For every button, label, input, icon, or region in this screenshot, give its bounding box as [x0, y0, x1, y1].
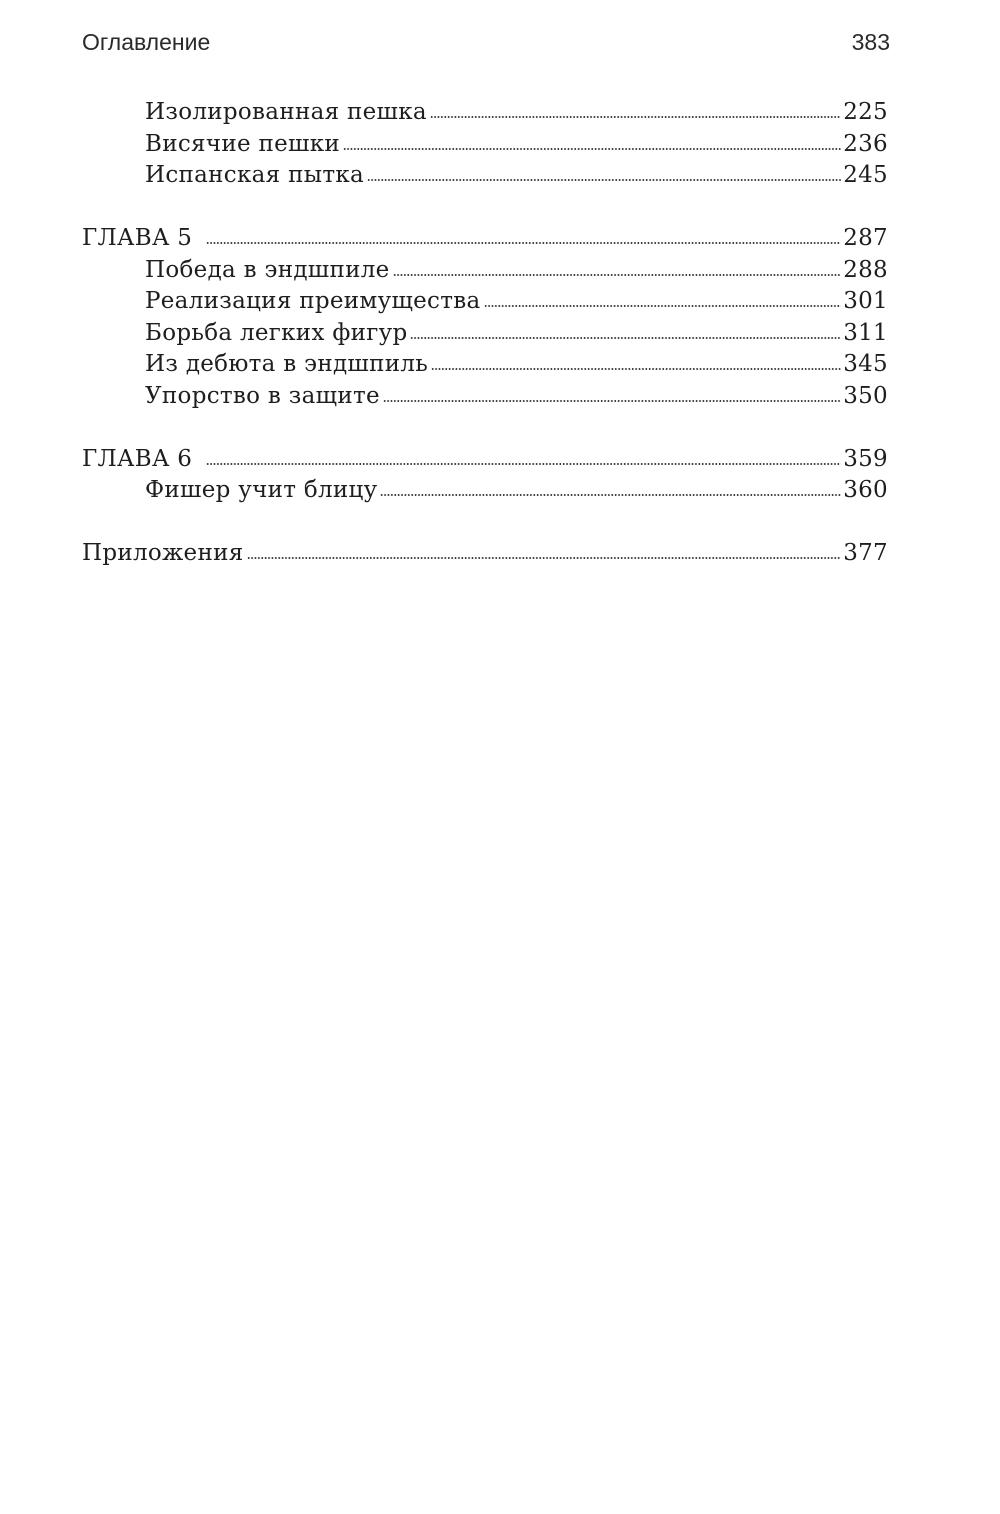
- toc-entry-page: 245: [843, 162, 888, 188]
- spacer: [82, 192, 888, 224]
- toc-entry-title: Висячие пешки: [145, 130, 341, 157]
- toc-entry-title: Изолированная пешка: [145, 99, 427, 125]
- dot-leader: [393, 274, 842, 276]
- table-of-contents: [82, 97, 888, 570]
- toc-entry-title: Реализация преимущества: [145, 288, 481, 314]
- spacer: [82, 412, 888, 444]
- toc-chapter-page: 359: [843, 445, 888, 472]
- dot-leader: [383, 400, 841, 402]
- toc-entry-page: 350: [843, 382, 888, 409]
- toc-entry-page: 236: [843, 130, 888, 157]
- toc-entry-opening-to-endgame[interactable]: [82, 349, 888, 381]
- toc-entry-page: 311: [843, 319, 888, 346]
- toc-entry-spanish-torture[interactable]: [82, 160, 888, 192]
- toc-entry-fischer-blitz[interactable]: [82, 475, 888, 507]
- toc-entry-page: 288: [843, 256, 888, 283]
- toc-entry-title: Испанская пытка: [145, 162, 365, 188]
- toc-entry-minor-pieces[interactable]: [82, 318, 888, 350]
- toc-entry-title: Фишер учит блицу: [145, 477, 378, 503]
- toc-entry-title: Из дебюта в эндшпиль: [145, 351, 429, 377]
- dot-leader: [430, 116, 841, 118]
- dot-leader: [431, 368, 841, 370]
- toc-entry-page: 225: [843, 99, 888, 125]
- page-number: 383: [851, 28, 890, 55]
- dot-leader: [410, 337, 841, 339]
- toc-chapter-5[interactable]: [82, 223, 888, 255]
- toc-entry-hanging-pawns[interactable]: [82, 129, 888, 161]
- toc-chapter-title: ГЛАВА 5: [82, 225, 193, 251]
- toc-chapter-title: ГЛАВА 6: [82, 445, 193, 472]
- spacer: [82, 507, 888, 539]
- toc-entry-realizing-advantage[interactable]: [82, 286, 888, 318]
- dot-leader: [484, 305, 842, 307]
- toc-entry-title: Упорство в защите: [145, 382, 380, 409]
- running-head: [82, 24, 890, 60]
- toc-entry-page: 301: [843, 288, 888, 314]
- toc-chapter-page: 287: [843, 225, 888, 251]
- toc-entry-page: 360: [843, 477, 888, 503]
- toc-entry-isolated-pawn[interactable]: [82, 97, 888, 129]
- toc-entry-endgame-win[interactable]: [82, 255, 888, 287]
- toc-entry-title: Борьба легких фигур: [145, 319, 408, 346]
- dot-leader: [206, 463, 841, 465]
- dot-leader: [367, 179, 841, 181]
- running-head-title: Оглавление: [82, 28, 211, 55]
- dot-leader: [247, 557, 842, 559]
- toc-appendix[interactable]: [82, 538, 888, 570]
- dot-leader: [343, 148, 841, 150]
- toc-appendix-title: Приложения: [82, 540, 244, 566]
- toc-chapter-6[interactable]: [82, 444, 888, 476]
- dot-leader: [380, 494, 841, 496]
- toc-entry-title: Победа в эндшпиле: [145, 256, 390, 283]
- toc-entry-page: 345: [843, 351, 888, 377]
- dot-leader: [206, 242, 841, 244]
- toc-appendix-page: 377: [843, 540, 888, 566]
- toc-entry-stubborn-defense[interactable]: [82, 381, 888, 413]
